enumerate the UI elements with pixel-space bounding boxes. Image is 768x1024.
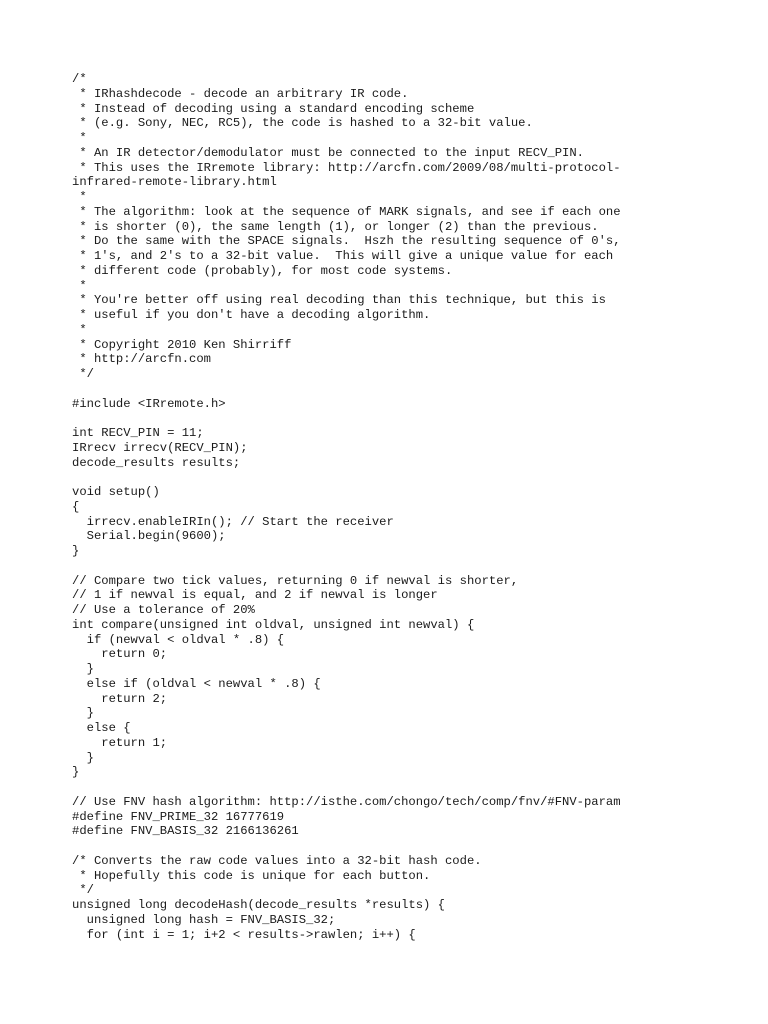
- code-line: * Instead of decoding using a standard encoding scheme: [72, 101, 475, 116]
- code-line: * different code (probably), for most code systems.: [72, 263, 453, 278]
- code-line: return 0;: [72, 647, 168, 662]
- code-line: */: [72, 367, 94, 381]
- code-line: [72, 382, 732, 397]
- code-line: * You're better off using real decoding than this technique, but this is: [72, 293, 606, 308]
- code-listing: [72, 72, 732, 942]
- code-line: [72, 559, 732, 574]
- code-line: }: [72, 706, 94, 721]
- code-line: *: [72, 131, 87, 145]
- code-line: int compare(unsigned int oldval, unsigned int newval) {: [72, 617, 475, 632]
- code-line: // 1 if newval is equal, and 2 if newval is longer: [72, 588, 438, 603]
- code-line: *: [72, 190, 87, 204]
- code-line: * This uses the IRremote library: http://arcfn.com/2009/08/multi-protocol-: [72, 160, 621, 175]
- code-line: unsigned long decodeHash(decode_results *results) {: [72, 898, 445, 912]
- code-line: * 1's, and 2's to a 32-bit value. This will give a unique value for each: [72, 249, 614, 263]
- code-line: */: [72, 883, 94, 898]
- code-line: // Use FNV hash algorithm: http://isthe.com/chongo/tech/comp/fnv/#FNV-param: [72, 794, 621, 809]
- code-line: return 1;: [72, 735, 168, 750]
- code-line: * is shorter (0), the same length (1), or longer (2) than the previous.: [72, 219, 599, 234]
- code-line: else if (oldval < newval * .8) {: [72, 676, 321, 691]
- code-line: * An IR detector/demodulator must be connected to the input RECV_PIN.: [72, 145, 584, 160]
- code-line: * IRhashdecode - decode an arbitrary IR code.: [72, 86, 409, 101]
- code-line: * useful if you don't have a decoding algorithm.: [72, 308, 431, 322]
- code-line: }: [72, 750, 94, 765]
- code-line: unsigned long hash = FNV_BASIS_32;: [72, 912, 336, 927]
- code-line: else {: [72, 721, 131, 735]
- code-line: [72, 411, 732, 426]
- code-line: #define FNV_PRIME_32 16777619: [72, 809, 285, 824]
- code-line: /* Converts the raw code values into a 32-bit hash code.: [72, 853, 482, 868]
- code-line: decode_results results;: [72, 455, 241, 470]
- code-line: if (newval < oldval * .8) {: [72, 632, 285, 647]
- code-line: * Do the same with the SPACE signals. Hszh the resulting sequence of 0's,: [72, 234, 621, 249]
- code-line: // Compare two tick values, returning 0 if newval is shorter,: [72, 573, 519, 588]
- code-line: }: [72, 544, 80, 558]
- code-line: void setup(): [72, 485, 160, 499]
- code-line: IRrecv irrecv(RECV_PIN);: [72, 440, 248, 455]
- code-line: * Hopefully this code is unique for each button.: [72, 868, 431, 883]
- code-line: #include <IRremote.h>: [72, 396, 226, 411]
- code-line: return 2;: [72, 691, 168, 706]
- code-line: #define FNV_BASIS_32 2166136261: [72, 824, 299, 839]
- code-line: * Copyright 2010 Ken Shirriff: [72, 337, 292, 352]
- code-line: * (e.g. Sony, NEC, RC5), the code is hashed to a 32-bit value.: [72, 116, 533, 131]
- code-line: // Use a tolerance of 20%: [72, 603, 255, 617]
- code-line: /*: [72, 72, 87, 86]
- code-line: [72, 470, 732, 485]
- code-line: Serial.begin(9600);: [72, 529, 226, 544]
- code-line: }: [72, 765, 80, 780]
- code-line: *: [72, 322, 87, 337]
- code-line: * http://arcfn.com: [72, 352, 211, 367]
- code-line: infrared-remote-library.html: [72, 175, 277, 190]
- code-line: [72, 780, 732, 795]
- code-line: int RECV_PIN = 11;: [72, 426, 204, 440]
- code-line: *: [72, 278, 87, 293]
- code-line: * The algorithm: look at the sequence of MARK signals, and see if each one: [72, 204, 621, 219]
- code-line: {: [72, 499, 80, 514]
- code-line: }: [72, 662, 94, 676]
- code-line: for (int i = 1; i+2 < results->rawlen; i++) {: [72, 927, 416, 942]
- code-line: [72, 839, 732, 854]
- code-line: irrecv.enableIRIn(); // Start the receiver: [72, 514, 394, 529]
